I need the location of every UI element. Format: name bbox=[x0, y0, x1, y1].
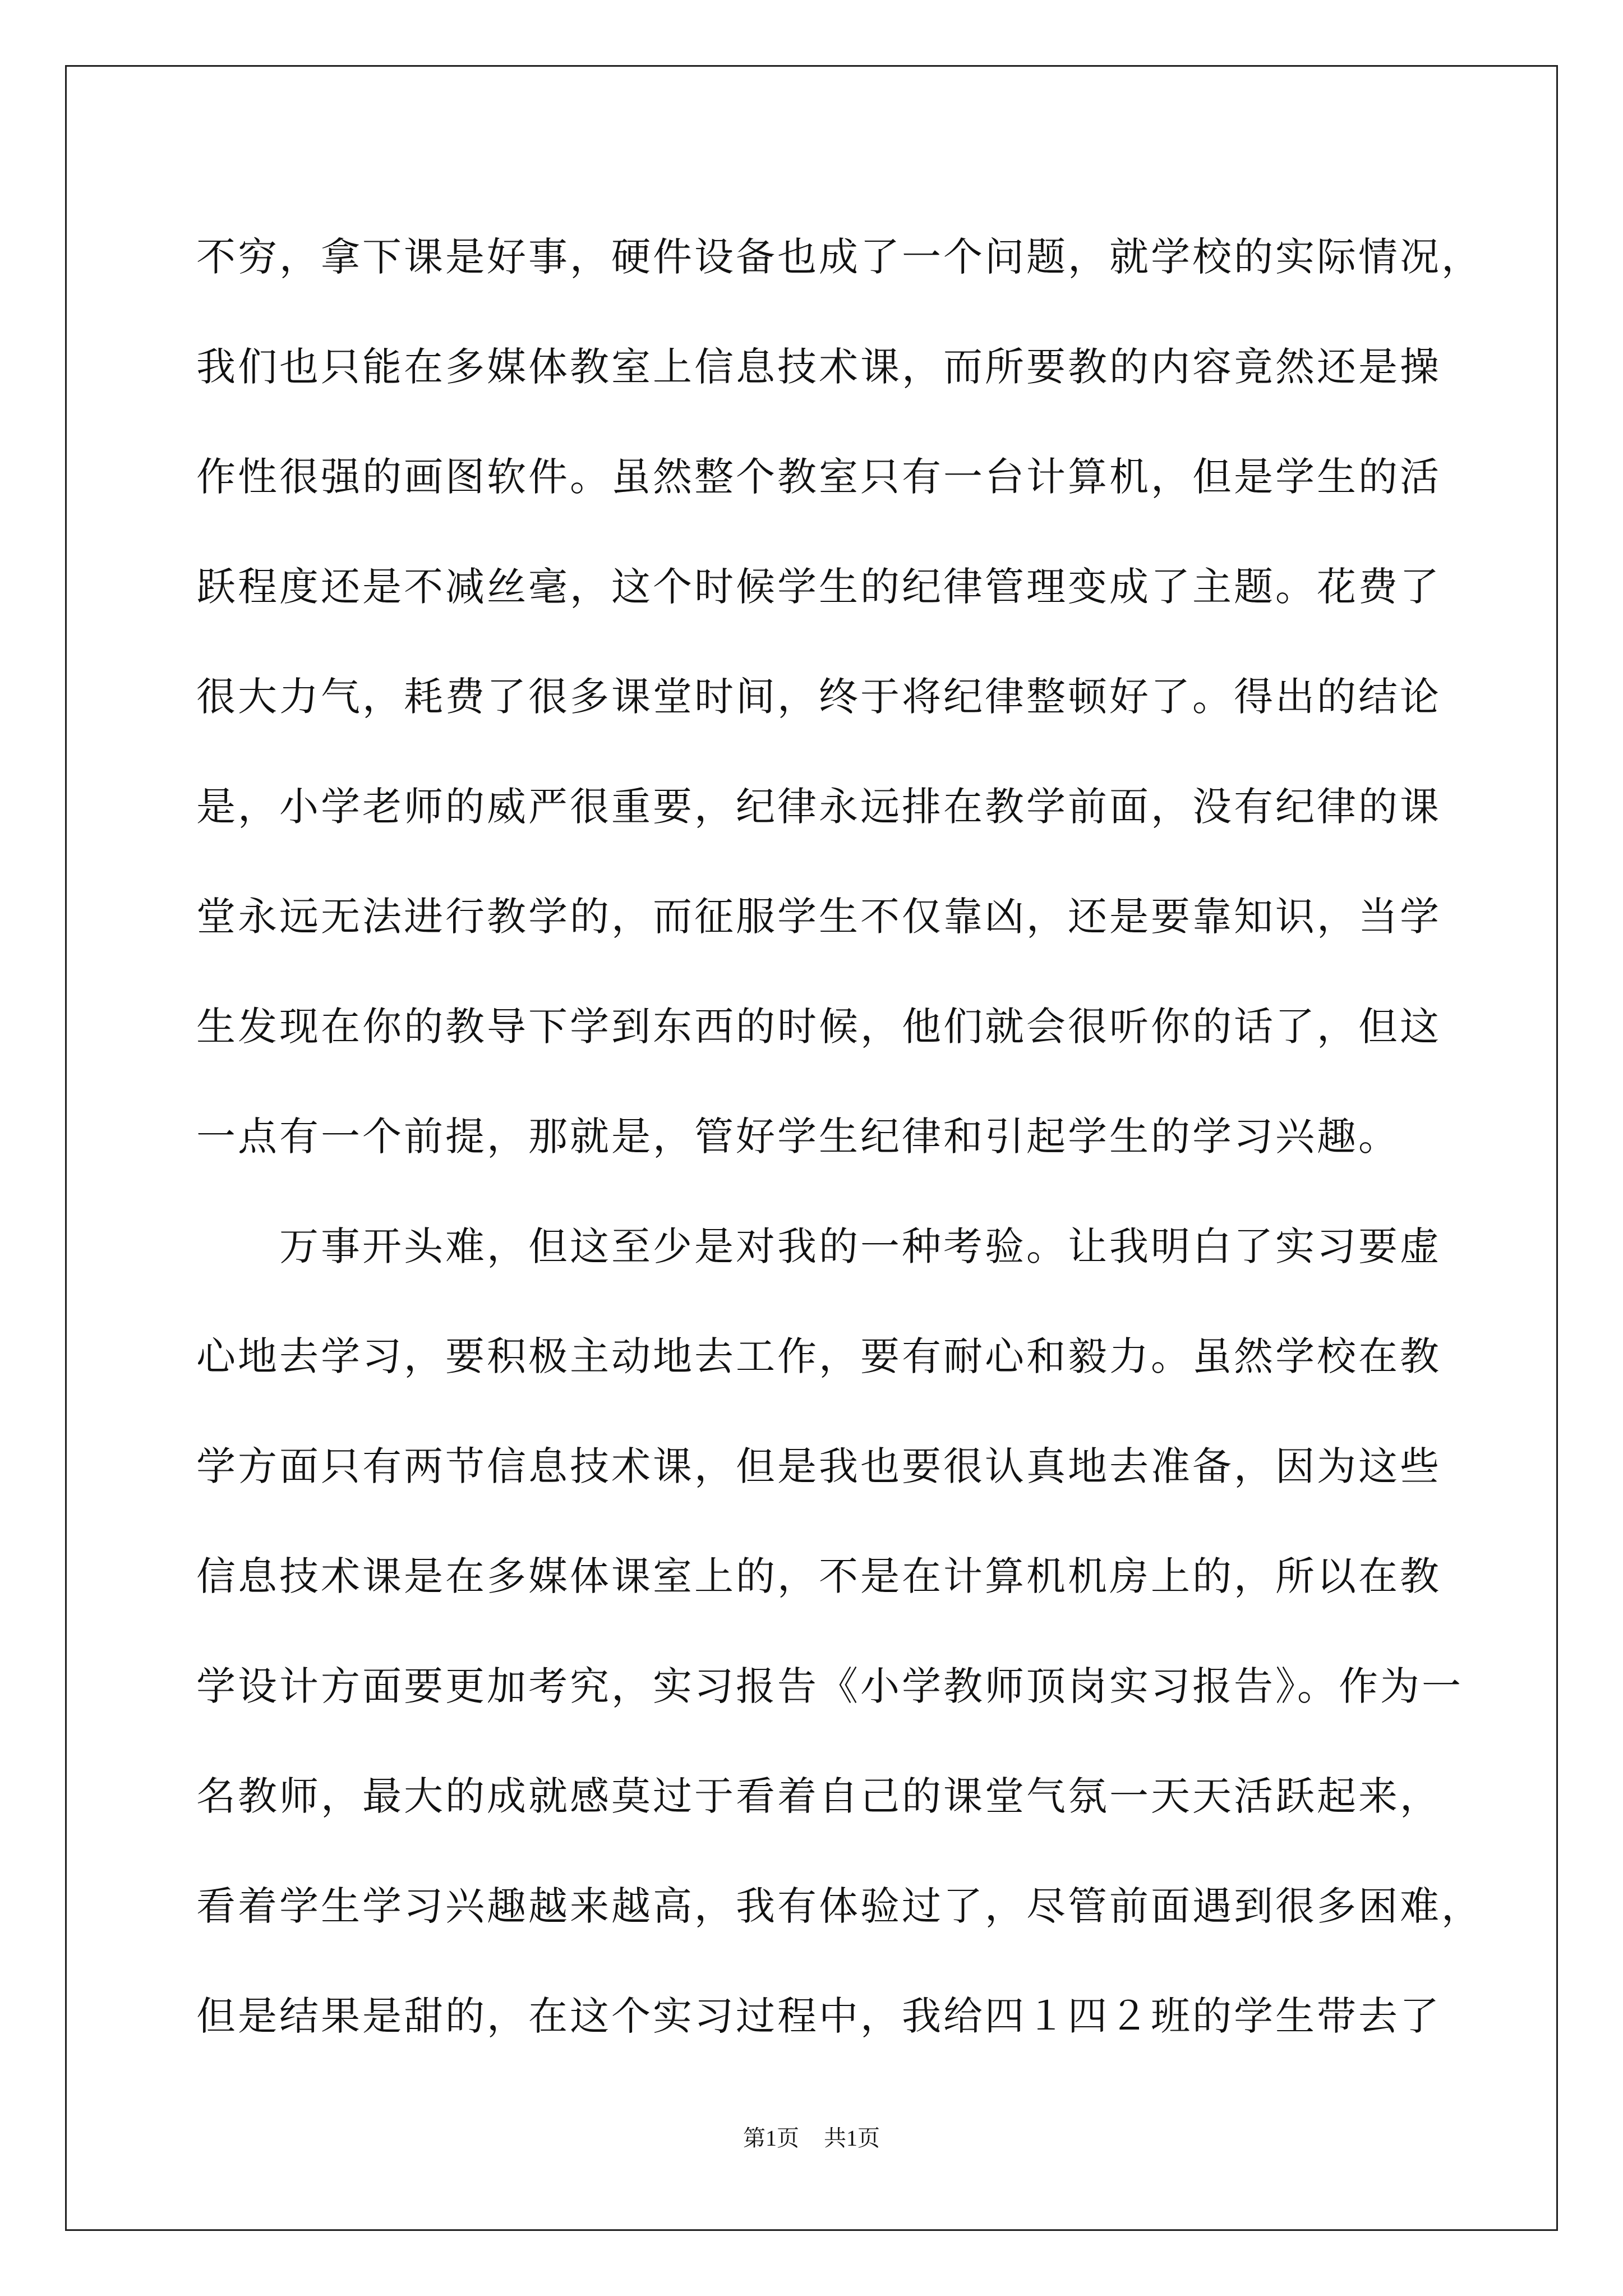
text-line: 是，小学老师的威严很重要，纪律永远排在教学前面，没有纪律的课 bbox=[196, 784, 1441, 830]
page-total: 共1页 bbox=[824, 2125, 880, 2151]
text-line: 不穷，拿下课是好事，硬件设备也成了一个问题，就学校的实际情况， bbox=[196, 234, 1483, 280]
page-number: 第1页 bbox=[743, 2125, 799, 2151]
text-line: 生发现在你的教导下学到东西的时候，他们就会很听你的话了，但这 bbox=[196, 1004, 1441, 1050]
text-line: 名教师，最大的成就感莫过于看着自己的课堂气氛一天天活跃起来， bbox=[196, 1773, 1441, 1819]
text-line: 我们也只能在多媒体教室上信息技术课，而所要教的内容竟然还是操 bbox=[196, 344, 1441, 390]
page-footer bbox=[0, 2120, 1623, 2152]
text-line: 很大力气，耗费了很多课堂时间，终于将纪律整顿好了。得出的结论 bbox=[196, 674, 1441, 720]
text-line: 堂永远无法进行教学的，而征服学生不仅靠凶，还是要靠知识，当学 bbox=[196, 894, 1441, 940]
document-body bbox=[196, 202, 1483, 2071]
text-line: 一点有一个前提，那就是，管好学生纪律和引起学生的学习兴趣。 bbox=[196, 1114, 1400, 1159]
text-line: 跃程度还是不减丝毫，这个时候学生的纪律管理变成了主题。花费了 bbox=[196, 564, 1441, 610]
paragraph-start-line: 万事开头难，但这至少是对我的一种考验。让我明白了实习要虚 bbox=[196, 1223, 1441, 1269]
text-line: 学设计方面要更加考究，实习报告《小学教师顶岗实习报告》。作为一 bbox=[196, 1663, 1463, 1709]
text-line: 信息技术课是在多媒体课室上的，不是在计算机机房上的，所以在教 bbox=[196, 1553, 1441, 1599]
text-line: 心地去学习，要积极主动地去工作，要有耐心和毅力。虽然学校在教 bbox=[196, 1333, 1441, 1379]
text-line: 作性很强的画图软件。虽然整个教室只有一台计算机，但是学生的活 bbox=[196, 454, 1441, 500]
text-line: 学方面只有两节信息技术课，但是我也要很认真地去准备，因为这些 bbox=[196, 1443, 1441, 1489]
text-line: 看着学生学习兴趣越来越高，我有体验过了，尽管前面遇到很多困难， bbox=[196, 1883, 1483, 1929]
text-line: 但是结果是甜的，在这个实习过程中，我给四１四２班的学生带去了 bbox=[196, 1993, 1441, 2039]
